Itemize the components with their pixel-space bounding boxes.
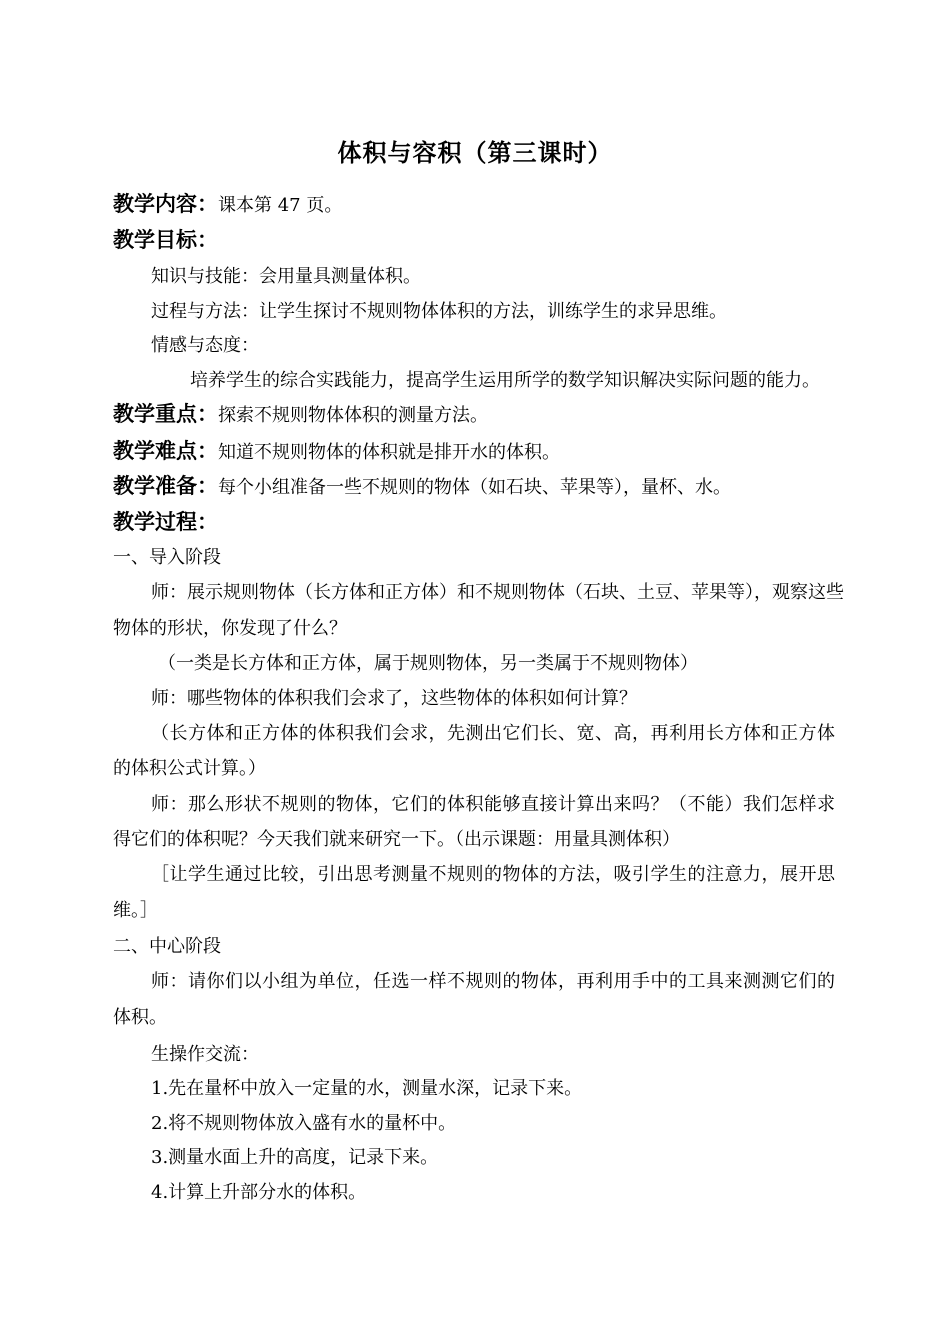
- preparation-row: [113, 470, 731, 500]
- goals-label: 教学目标：: [113, 227, 218, 252]
- section2-p1-line2: 体积。: [113, 1007, 167, 1028]
- section1-p6-line1: ［让学生通过比较，引出思考测量不规则的物体的方法，吸引学生的注意力，展开思: [151, 864, 835, 885]
- key-point-text: 探索不规则物体体积的测量方法。: [218, 405, 488, 426]
- step-item: 1.先在量杯中放入一定量的水，测量水深，记录下来。: [151, 1078, 583, 1099]
- section1-p4-line2: 的体积公式计算。）: [113, 758, 266, 779]
- section1-p3: 师：哪些物体的体积我们会求了，这些物体的体积如何计算？: [151, 688, 637, 709]
- difficulty-label: 教学难点：: [113, 438, 218, 463]
- content-text: 课本第 47 页。: [218, 195, 343, 216]
- difficulty-text: 知道不规则物体的体积就是排开水的体积。: [218, 442, 560, 463]
- process-row: [113, 506, 218, 536]
- section1-p6-line2: 维。］: [113, 900, 158, 921]
- goals-row: [113, 224, 218, 254]
- section1-p1-line1: 师：展示规则物体（长方体和正方体）和不规则物体（石块、土豆、苹果等），观察这些: [151, 582, 844, 603]
- section1-p5-line2: 得它们的体积呢？今天我们就来研究一下。（出示课题：用量具测体积）: [113, 829, 680, 850]
- process-label: 教学过程：: [113, 509, 218, 534]
- key-point-label: 教学重点：: [113, 401, 218, 426]
- section1-p4-line1: （长方体和正方体的体积我们会求，先测出它们长、宽、高，再利用长方体和正方体: [151, 723, 835, 744]
- step-item: 3.测量水面上升的高度，记录下来。: [151, 1147, 439, 1168]
- section1-heading: 一、导入阶段: [113, 547, 221, 568]
- goal-process: 过程与方法：让学生探讨不规则物体体积的方法，训练学生的求异思维。: [151, 301, 727, 322]
- content-label: 教学内容：: [113, 191, 218, 216]
- goal-emotion-text: 培养学生的综合实践能力，提高学生运用所学的数学知识解决实际问题的能力。: [190, 370, 820, 391]
- section1-p5-line1: 师：那么形状不规则的物体，它们的体积能够直接计算出来吗？（不能）我们怎样求: [151, 794, 835, 815]
- section2-heading: 二、中心阶段: [113, 936, 221, 957]
- key-point-row: [113, 398, 488, 428]
- step-item: 2.将不规则物体放入盛有水的量杯中。: [151, 1113, 457, 1134]
- difficulty-row: [113, 435, 560, 465]
- section2-p2: 生操作交流：: [151, 1044, 259, 1065]
- preparation-label: 教学准备：: [113, 473, 218, 498]
- preparation-text: 每个小组准备一些不规则的物体（如石块、苹果等），量杯、水。: [218, 477, 731, 498]
- page-title: 体积与容积（第三课时）: [337, 138, 613, 167]
- section1-p1-line2: 物体的形状，你发现了什么？: [113, 618, 347, 639]
- goal-knowledge: 知识与技能：会用量具测量体积。: [151, 266, 421, 287]
- section1-p2: （一类是长方体和正方体，属于规则物体，另一类属于不规则物体）: [158, 653, 698, 674]
- content-row: [113, 188, 342, 218]
- step-item: 4.计算上升部分水的体积。: [151, 1182, 367, 1203]
- section2-p1-line1: 师：请你们以小组为单位，任选一样不规则的物体，再利用手中的工具来测测它们的: [151, 971, 835, 992]
- goal-emotion: 情感与态度：: [151, 335, 259, 356]
